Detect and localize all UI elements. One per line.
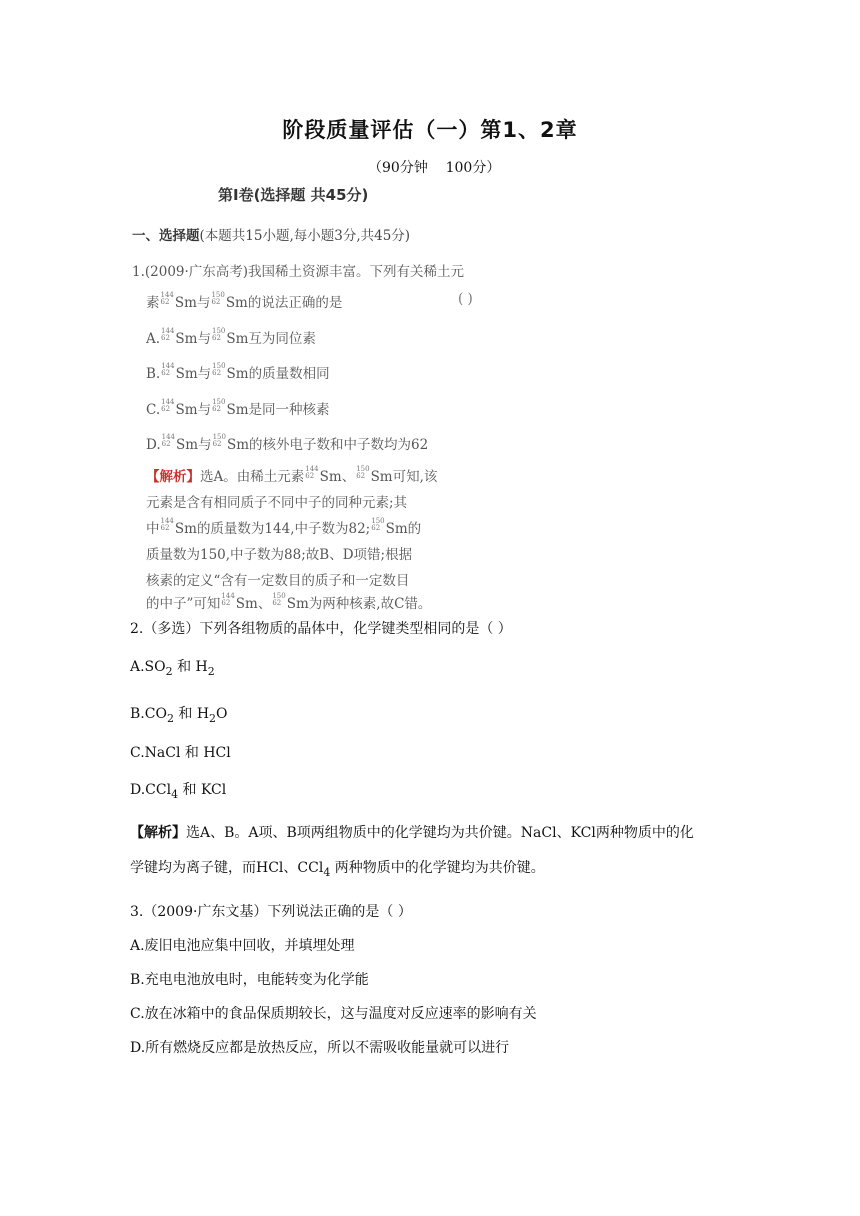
q1-option-a: A. 144 62 Sm与 150 62 Sm互为同位素 <box>146 327 316 347</box>
isotope-sm144: 144 62 <box>160 291 174 306</box>
q1-analysis-line1: 【解析】选A。由稀土元素 144 62 Sm、 150 62 Sm可知,该 <box>146 465 438 485</box>
q1-answer-bracket: ( ) <box>458 291 473 307</box>
volume-header: 第Ⅰ卷(选择题 共45分) <box>218 186 369 204</box>
q3-option-d: D.所有燃烧反应都是放热反应，所以不需吸收能量就可以进行 <box>130 1040 510 1056</box>
q2-option-b: $B.CO_2$ 和 $H_2O$ <box>130 706 228 725</box>
analysis-tag: 【解析】 <box>146 469 200 485</box>
page-title: 阶段质量评估（一）第1、2章 <box>282 118 578 142</box>
analysis-tag: 【解析】 <box>130 825 186 841</box>
q2-analysis-line2: 学键均为离子键，而HCl、CCl$_4$ 两种物质中的化学键均为共价键。 <box>130 860 545 879</box>
q1-analysis-line3: 中 144 62 Sm的质量数为144,中子数为82; 150 62 Sm的 <box>146 517 422 537</box>
section-heading <box>132 224 410 244</box>
q3-option-c: C.放在冰箱中的食品保质期较长，这与温度对反应速率的影响有关 <box>130 1006 537 1022</box>
q3-stem: 3.（2009·广东文基）下列说法正确的是（ ） <box>130 904 412 920</box>
q1-option-c: C. 144 62 Sm与 150 62 Sm是同一种核素 <box>146 398 330 418</box>
q3-option-a: A.废旧电池应集中回收，并填埋处理 <box>130 938 355 954</box>
q3-option-b: B.充电电池放电时，电能转变为化学能 <box>130 972 369 988</box>
q1-option-b: B. 144 62 Sm与 150 62 Sm的质量数相同 <box>146 362 330 382</box>
page-subtitle: （90分钟 100分） <box>368 160 501 176</box>
q2-option-d: D.CCl$_4$ 和 KCl <box>130 782 227 801</box>
q1-option-d: D. 144 62 Sm与 150 62 Sm的核外电子数和中子数均为62 <box>146 433 429 453</box>
q1-analysis-line6: 的中子”可知 144 62 Sm、 150 62 Sm为两种核素,故C错。 <box>146 592 432 612</box>
q2-option-a: $A.SO_2$ 和 $H_2$ <box>130 659 215 678</box>
q1-analysis-line2: 元素是含有相同质子不同中子的同种元素;其 <box>146 495 408 511</box>
q1-analysis-line4: 质量数为150,中子数为88;故B、D项错;根据 <box>146 547 413 563</box>
q1-stem-line2: 素 144 62 Sm与 150 62 Sm的说法正确的是 <box>146 291 343 311</box>
q1-analysis-line5: 核素的定义“含有一定数目的质子和一定数目 <box>146 573 410 589</box>
q2-option-c: C.NaCl 和 HCl <box>130 745 231 761</box>
section-note: (本题共15小题,每小题3分,共45分) <box>199 228 411 244</box>
q2-stem: 2.（多选）下列各组物质的晶体中，化学键类型相同的是（ ） <box>130 621 512 637</box>
section-label: 一、选择题 <box>132 228 200 244</box>
q1-stem-line1: 1.(2009·广东高考)我国稀土资源丰富。下列有关稀土元 <box>132 264 465 280</box>
scanned-question-image <box>0 180 860 610</box>
q2-analysis-line1: 【解析】选A、B。A项、B项两组物质中的化学键均为共价键。NaCl、KCl两种物质中的化 <box>130 825 694 841</box>
isotope-sm150: 150 62 <box>211 291 225 306</box>
